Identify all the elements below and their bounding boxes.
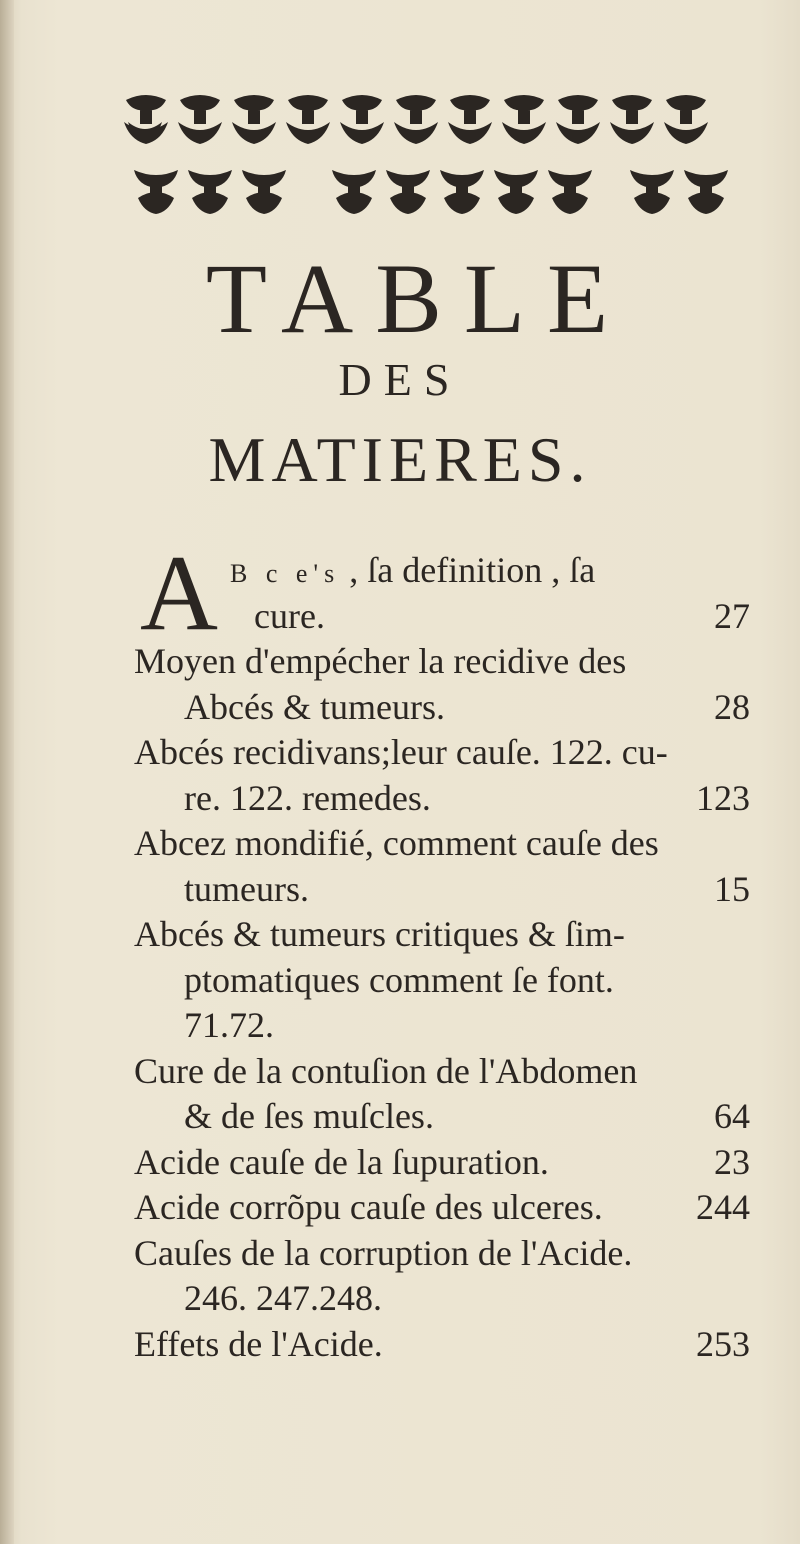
entry-line: [134, 1322, 750, 1368]
entry-text: 71.72.: [184, 1005, 274, 1045]
entry-text: Abcés & tumeurs.: [184, 686, 445, 727]
entry-text: Acide cauſe de la ſupuration.: [134, 1141, 549, 1182]
page-number: 64: [714, 1096, 750, 1136]
fleuron-ornament-icon: [120, 92, 740, 232]
index-entry: [134, 912, 750, 1049]
index-entry: [134, 1140, 750, 1186]
index-entries: [134, 534, 750, 1367]
entry-line: [134, 867, 750, 913]
entry-text: re. 122. remedes.: [184, 777, 431, 818]
entry-text: & de ſes muſcles.: [184, 1096, 434, 1136]
entry-line: [134, 730, 750, 776]
entry-line: [134, 821, 750, 867]
entry-text: 246. 247.248.: [184, 1278, 382, 1318]
entry-line: [134, 958, 750, 1004]
drop-cap: A: [140, 534, 218, 653]
entry-line: [230, 548, 750, 594]
index-entry: [134, 1322, 750, 1368]
entry-text: ptomatiques comment ſe font.: [184, 959, 614, 1000]
entry-text: Abcés & tumeurs critiques & ſim-: [134, 914, 625, 954]
entry-text: cure.: [254, 595, 325, 636]
page-number: 15: [714, 868, 750, 909]
page-title-des: DES: [338, 354, 462, 405]
entry-text: Acide corrõpu cauſe des ulceres.: [134, 1187, 603, 1227]
entry-line: [134, 1049, 750, 1095]
page-binding-edge: [0, 0, 14, 1544]
page-title-matieres: MATIERES.: [208, 424, 592, 495]
ornament-band: [120, 92, 740, 232]
entry-text: Abcez mondifié, comment cauſe des: [134, 823, 659, 863]
entry-line: [134, 1003, 750, 1049]
page-number: 253: [696, 1323, 750, 1364]
entry-line: [134, 776, 750, 822]
index-entry: [134, 730, 750, 821]
entry-text: Abcés recidivans;leur cauſe. 122. cu-: [134, 732, 668, 772]
entry-line: [134, 1231, 750, 1277]
index-entry: [134, 1049, 750, 1140]
entry-text: Cauſes de la corruption de l'Acide.: [134, 1232, 633, 1273]
page-title: TABLE: [205, 243, 631, 354]
page-number: 244: [696, 1187, 750, 1227]
page-number: 123: [696, 777, 750, 818]
entry-line: [134, 1185, 750, 1231]
index-entry: [134, 1185, 750, 1231]
entry-line: [134, 685, 750, 731]
entry-text: tumeurs.: [184, 868, 309, 909]
entry-line: [254, 594, 750, 640]
page-number: 27: [714, 595, 750, 636]
entry-line: [134, 1094, 750, 1140]
index-entry: [134, 1231, 750, 1322]
entry-line: [134, 639, 750, 685]
page-number: 28: [714, 686, 750, 727]
entry-line: [134, 912, 750, 958]
entry-text: , ſa definition , ſa: [340, 550, 596, 590]
index-entry: [134, 639, 750, 730]
entry-line: [134, 1276, 750, 1322]
index-entry: [134, 534, 750, 653]
page-number: 23: [714, 1141, 750, 1182]
entry-line: [134, 1140, 750, 1186]
entry-text: Effets de l'Acide.: [134, 1323, 383, 1364]
entry-text: Moyen d'empécher la recidive des: [134, 641, 627, 681]
entry-text: Cure de la contuſion de l'Abdomen: [134, 1050, 638, 1091]
index-entry: [134, 821, 750, 912]
entry-smallcaps: B c e's: [230, 559, 341, 588]
